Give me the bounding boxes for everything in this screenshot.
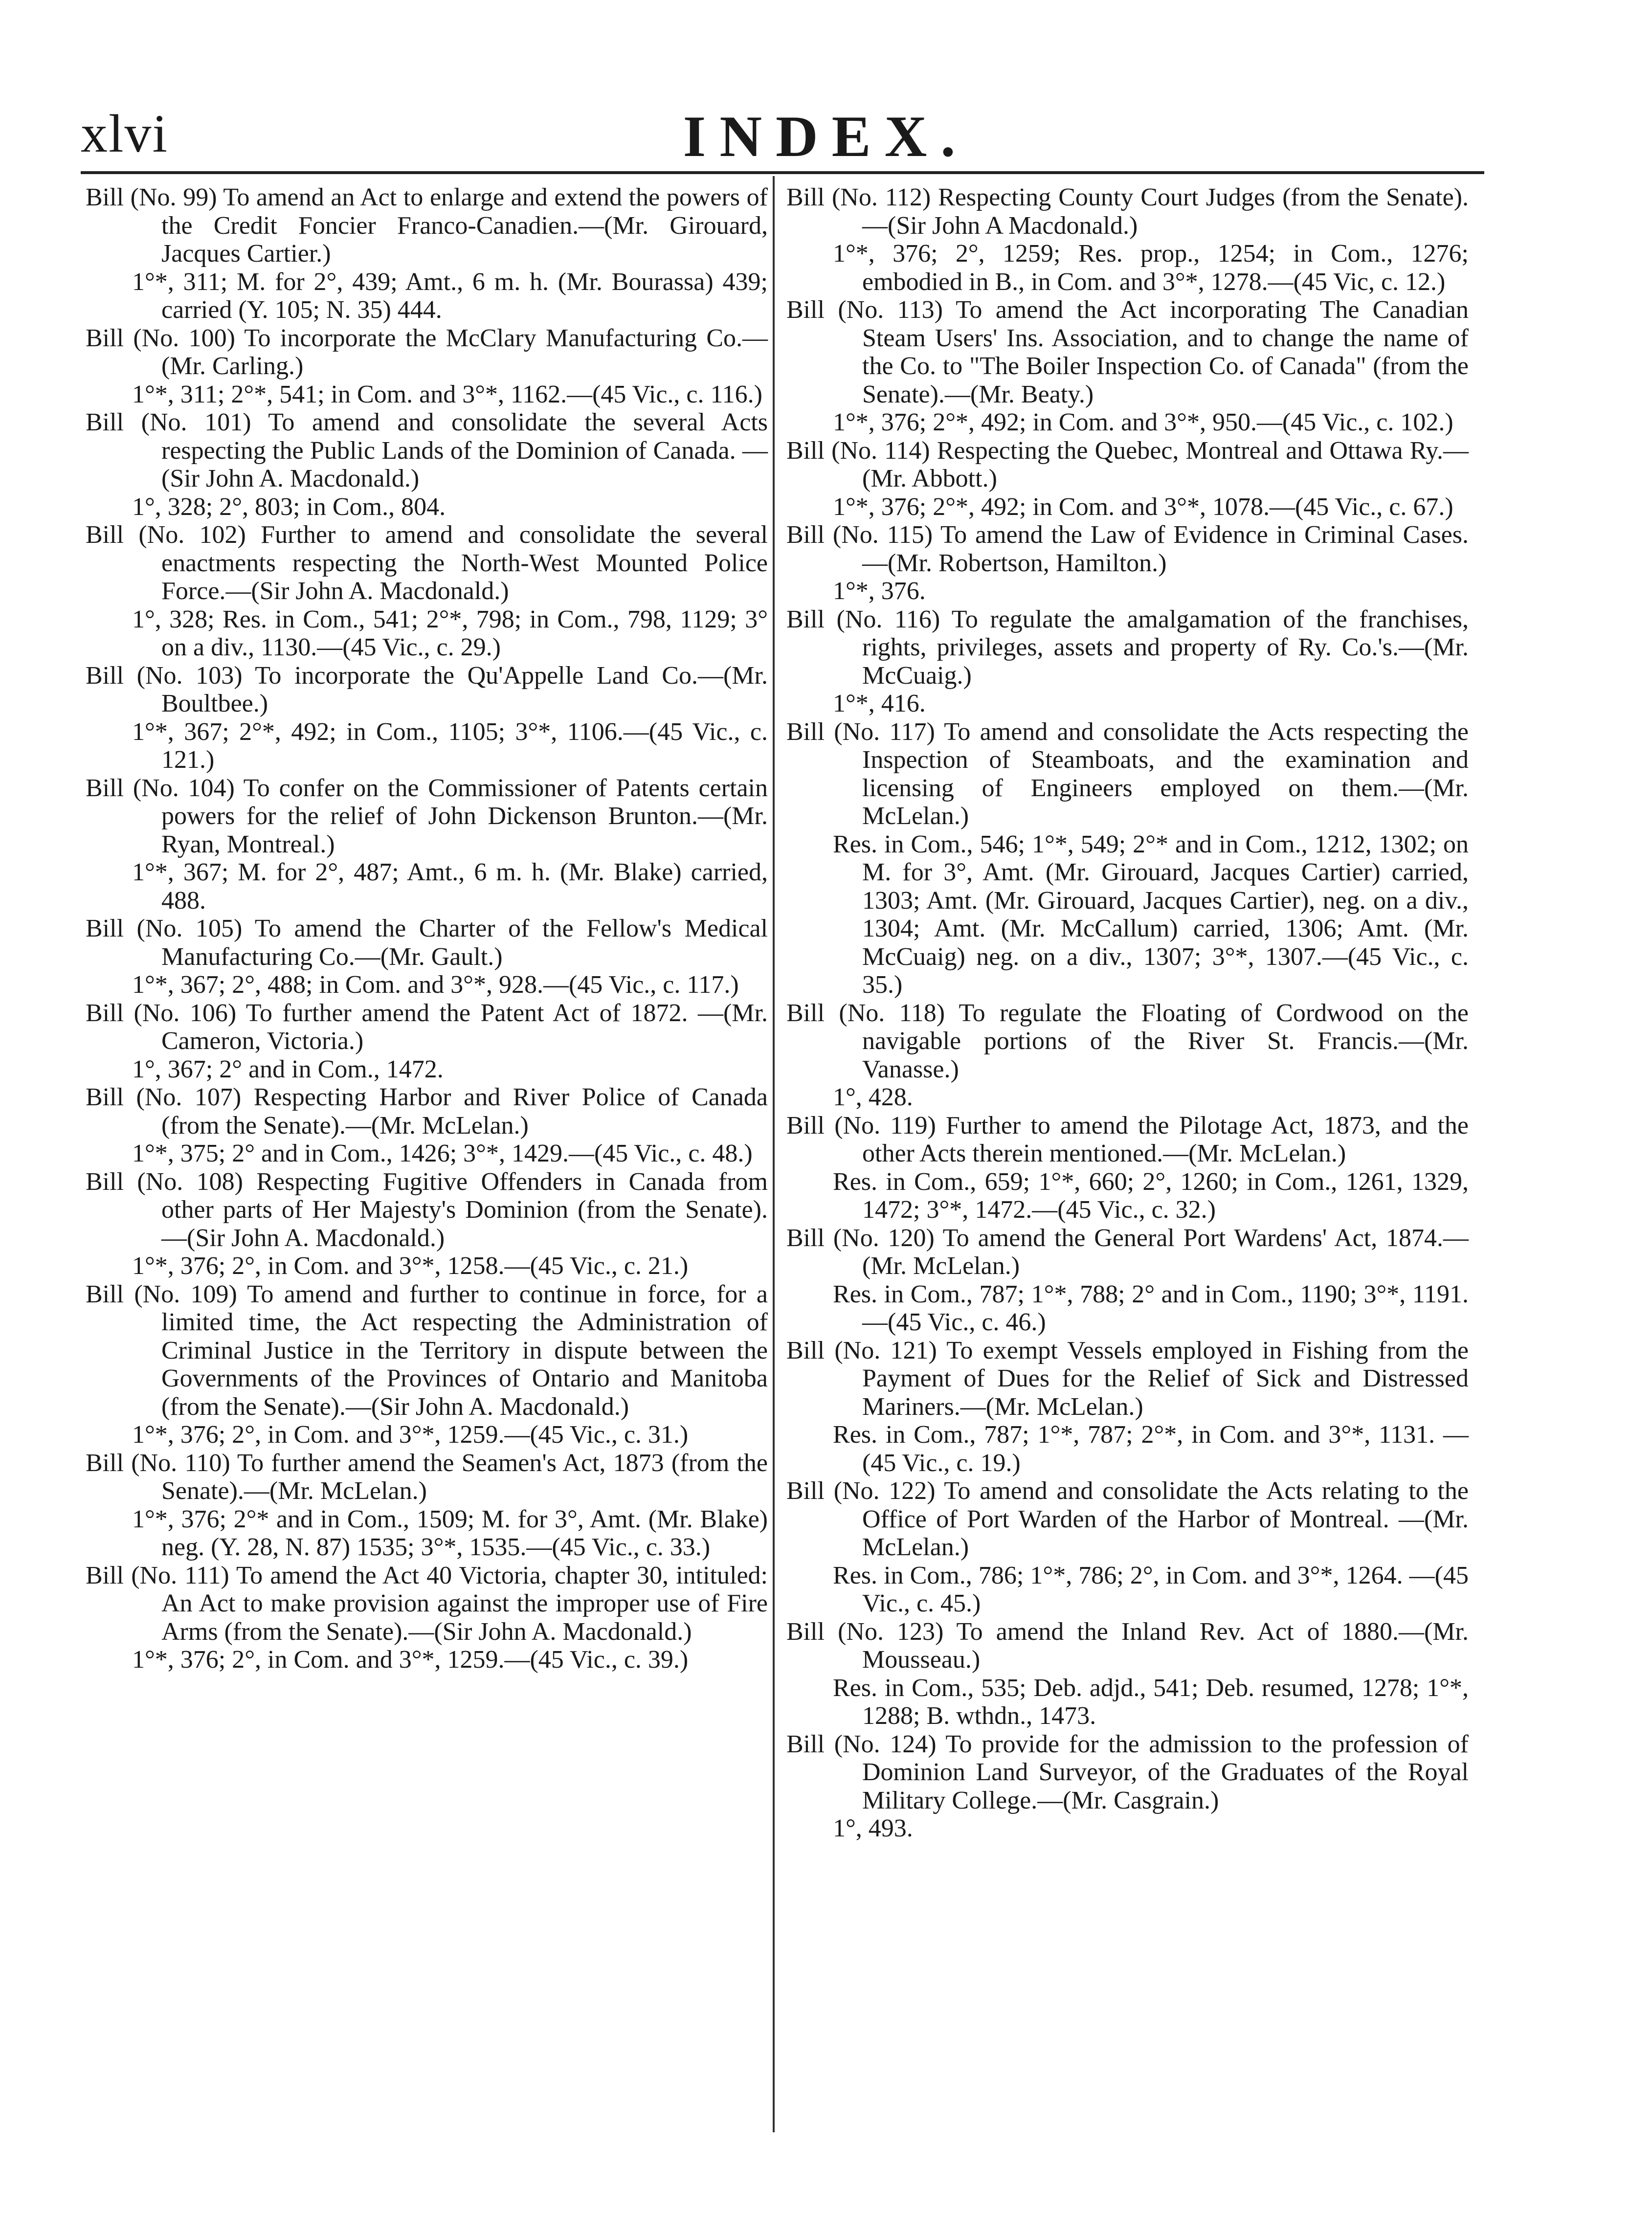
bill-proceedings: 1°*, 416.	[833, 690, 926, 717]
bill-proceedings: 1°*, 311; M. for 2°, 439; Amt., 6 m. h. (Mr. Bourassa) 439; carried (Y. 105; N. 35) 444.	[132, 268, 768, 324]
bill-title: Bill (No. 115) To amend the Law of Evidence in Criminal Cases.—(Mr. Robertson, Hamilton.)	[786, 521, 1469, 577]
bill-title: Bill (No. 108) Respecting Fugitive Offenders in Canada from other parts of Her Majesty's Dominion (from the Senate).—(Sir John A. Macdonald.)	[86, 1167, 768, 1252]
bill-proceedings: Res. in Com., 546; 1°*, 549; 2°* and in Com., 1212, 1302; on M. for 3°, Amt. (Mr. Girouard, Jacques Cartier) carried, 1303; Amt. (Mr. Girouard, Jacques Cartier), neg. on a div., 1304; Amt. (Mr. McCallum) carried, 1306; Amt. (Mr. McCuaig) neg. on a div., 1307; 3°*, 1307.—(45 Vic., c. 35.)	[833, 830, 1469, 999]
bill-proceedings: 1°*, 311; 2°*, 541; in Com. and 3°*, 1162.—(45 Vic., c. 116.)	[132, 380, 762, 408]
index-entry	[786, 1730, 1469, 1843]
bill-proceedings: 1°*, 376; 2°, in Com. and 3°*, 1259.—(45 Vic., c. 31.)	[132, 1421, 689, 1449]
bill-title: Bill (No. 117) To amend and consolidate the Acts respecting the Inspection of Steamboats, and the examination and licensing of Engineers employed on them.—(Mr. McLelan.)	[786, 717, 1469, 830]
bill-title: Bill (No. 118) To regulate the Floating of Cordwood on the navigable portions of the River St. Francis.—(Mr. Vanasse.)	[786, 999, 1469, 1083]
index-entry	[786, 437, 1469, 521]
bill-proceedings: 1°, 493.	[833, 1814, 913, 1842]
index-entry	[786, 1224, 1469, 1337]
bill-proceedings: 1°*, 376; 2°*, 492; in Com. and 3°*, 1078.—(45 Vic., c. 67.)	[833, 492, 1453, 521]
bill-title: Bill (No. 102) Further to amend and consolidate the several enactments respecting the North-West Mounted Police Force.—(Sir John A. Macdonald.)	[86, 521, 768, 605]
bill-proceedings: 1°*, 376; 2°* and in Com., 1509; M. for 3°, Amt. (Mr. Blake) neg. (Y. 28, N. 87) 1535; 3°*, 1535.—(45 Vic., c. 33.)	[132, 1505, 768, 1561]
index-entry	[786, 1618, 1469, 1730]
column-divider	[773, 176, 775, 2132]
bill-title: Bill (No. 119) Further to amend the Pilotage Act, 1873, and the other Acts therein mentioned.—(Mr. McLelan.)	[786, 1111, 1469, 1167]
bill-title: Bill (No. 107) Respecting Harbor and River Police of Canada (from the Senate).—(Mr. McLelan.)	[86, 1083, 768, 1140]
bill-title: Bill (No. 123) To amend the Inland Rev. Act of 1880.—(Mr. Mousseau.)	[786, 1617, 1469, 1674]
index-entry	[86, 521, 768, 662]
bill-proceedings: 1°*, 367; M. for 2°, 487; Amt., 6 m. h. (Mr. Blake) carried, 488.	[132, 858, 768, 915]
index-entry	[86, 1562, 768, 1674]
index-entry	[786, 605, 1469, 718]
bill-title: Bill (No. 114) Respecting the Quebec, Montreal and Ottawa Ry.—(Mr. Abbott.)	[786, 436, 1469, 492]
right-column	[786, 183, 1469, 1843]
bill-title: Bill (No. 100) To incorporate the McClary Manufacturing Co.—(Mr. Carling.)	[86, 324, 768, 380]
index-entry	[86, 999, 768, 1084]
bill-proceedings: 1°*, 376; 2°, in Com. and 3°*, 1258.—(45 Vic., c. 21.)	[132, 1252, 689, 1280]
bill-proceedings: 1°*, 376; 2°*, 492; in Com. and 3°*, 950.—(45 Vic., c. 102.)	[833, 408, 1453, 436]
page-title: INDEX.	[683, 104, 969, 169]
bill-title: Bill (No. 124) To provide for the admission to the profession of Dominion Land Surveyor, of the Graduates of the Royal Military College.—(Mr. Casgrain.)	[786, 1730, 1469, 1814]
index-entry	[786, 1337, 1469, 1477]
bill-title: Bill (No. 120) To amend the General Port Wardens' Act, 1874.—(Mr. McLelan.)	[786, 1224, 1469, 1280]
bill-title: Bill (No. 110) To further amend the Seamen's Act, 1873 (from the Senate).—(Mr. McLelan.)	[86, 1449, 768, 1505]
bill-proceedings: Res. in Com., 787; 1°*, 788; 2° and in Com., 1190; 3°*, 1191.—(45 Vic., c. 46.)	[833, 1280, 1469, 1336]
bill-title: Bill (No. 104) To confer on the Commissioner of Patents certain powers for the relief of John Dickenson Brunton.—(Mr. Ryan, Montreal.)	[86, 774, 768, 858]
bill-title: Bill (No. 113) To amend the Act incorporating The Canadian Steam Users' Ins. Association, and to change the name of the Co. to "The Boiler Inspection Co. of Canada" (from the Senate).—(Mr. Beaty.)	[786, 296, 1469, 408]
index-entry	[86, 1083, 768, 1168]
index-entry	[786, 1477, 1469, 1618]
bill-proceedings: 1°*, 376; 2°, in Com. and 3°*, 1259.—(45 Vic., c. 39.)	[132, 1646, 689, 1674]
index-entry	[86, 774, 768, 915]
bill-proceedings: 1°*, 376.	[833, 577, 926, 605]
index-entry	[786, 296, 1469, 437]
index-entry	[86, 1168, 768, 1280]
bill-proceedings: Res. in Com., 787; 1°*, 787; 2°*, in Com. and 3°*, 1131. —(45 Vic., c. 19.)	[833, 1421, 1469, 1477]
bill-title: Bill (No. 103) To incorporate the Qu'Appelle Land Co.—(Mr. Boultbee.)	[86, 661, 768, 717]
bill-title: Bill (No. 109) To amend and further to continue in force, for a limited time, the Act respecting the Administration of Criminal Justice in the Territory in dispute between the Governments of the Provinces of Ontario and Manitoba (from the Senate).—(Sir John A. Macdonald.)	[86, 1280, 768, 1421]
bill-title: Bill (No. 112) Respecting County Court Judges (from the Senate).—(Sir John A Macdonald.)	[786, 183, 1469, 240]
index-entry	[786, 718, 1469, 999]
index-entry	[86, 1449, 768, 1562]
bill-title: Bill (No. 99) To amend an Act to enlarge and extend the powers of the Credit Foncier Franco-Canadien.—(Mr. Girouard, Jacques Cartier.)	[86, 183, 768, 268]
index-entry	[86, 1280, 768, 1449]
bill-title: Bill (No. 106) To further amend the Patent Act of 1872. —(Mr. Cameron, Victoria.)	[86, 999, 768, 1055]
index-entry	[86, 324, 768, 409]
bill-title: Bill (No. 121) To exempt Vessels employed in Fishing from the Payment of Dues for the Relief of Sick and Distressed Mariners.—(Mr. McLelan.)	[786, 1336, 1469, 1421]
bill-proceedings: Res. in Com., 786; 1°*, 786; 2°, in Com. and 3°*, 1264. —(45 Vic., c. 45.)	[833, 1561, 1469, 1617]
index-entry	[786, 521, 1469, 605]
index-entry	[786, 183, 1469, 296]
bill-proceedings: 1°*, 367; 2°, 488; in Com. and 3°*, 928.—(45 Vic., c. 117.)	[132, 971, 739, 999]
bill-title: Bill (No. 111) To amend the Act 40 Victoria, chapter 30, intituled: An Act to make provision against the improper use of Fire Arms (from the Senate).—(Sir John A. Macdonald.)	[86, 1561, 768, 1646]
index-entry	[86, 662, 768, 774]
index-entry	[86, 408, 768, 521]
bill-proceedings: 1°, 367; 2° and in Com., 1472.	[132, 1055, 444, 1083]
header-rule	[81, 171, 1484, 174]
bill-title: Bill (No. 105) To amend the Charter of the Fellow's Medical Manufacturing Co.—(Mr. Gault.)	[86, 915, 768, 971]
bill-title: Bill (No. 101) To amend and consolidate the several Acts respecting the Public Lands of the Dominion of Canada. —(Sir John A. Macdonald.)	[86, 408, 768, 492]
index-entry	[786, 999, 1469, 1112]
left-column	[86, 183, 768, 1674]
bill-proceedings: Res. in Com., 535; Deb. adjd., 541; Deb. resumed, 1278; 1°*, 1288; B. wthdn., 1473.	[833, 1674, 1469, 1730]
bill-title: Bill (No. 122) To amend and consolidate the Acts relating to the Office of Port Warden of the Harbor of Montreal. —(Mr. McLelan.)	[786, 1477, 1469, 1561]
bill-proceedings: 1°*, 375; 2° and in Com., 1426; 3°*, 1429.—(45 Vic., c. 48.)	[132, 1140, 753, 1167]
bill-proceedings: Res. in Com., 659; 1°*, 660; 2°, 1260; in Com., 1261, 1329, 1472; 3°*, 1472.—(45 Vic., c. 32.)	[833, 1167, 1469, 1224]
bill-proceedings: 1°*, 367; 2°*, 492; in Com., 1105; 3°*, 1106.—(45 Vic., c. 121.)	[132, 717, 768, 774]
index-entry	[786, 1112, 1469, 1224]
bill-proceedings: 1°, 328; Res. in Com., 541; 2°*, 798; in Com., 798, 1129; 3° on a div., 1130.—(45 Vic., c. 29.)	[132, 605, 768, 661]
bill-title: Bill (No. 116) To regulate the amalgamation of the franchises, rights, privileges, assets and property of Ry. Co.'s.—(Mr. McCuaig.)	[786, 605, 1469, 690]
page-number: xlvi	[81, 104, 169, 163]
index-entry	[86, 183, 768, 324]
bill-proceedings: 1°, 428.	[833, 1083, 913, 1111]
bill-proceedings: 1°, 328; 2°, 803; in Com., 804.	[132, 492, 446, 521]
index-entry	[86, 915, 768, 999]
bill-proceedings: 1°*, 376; 2°, 1259; Res. prop., 1254; in Com., 1276; embodied in B., in Com. and 3°*, 1278.—(45 Vic, c. 12.)	[833, 240, 1469, 296]
